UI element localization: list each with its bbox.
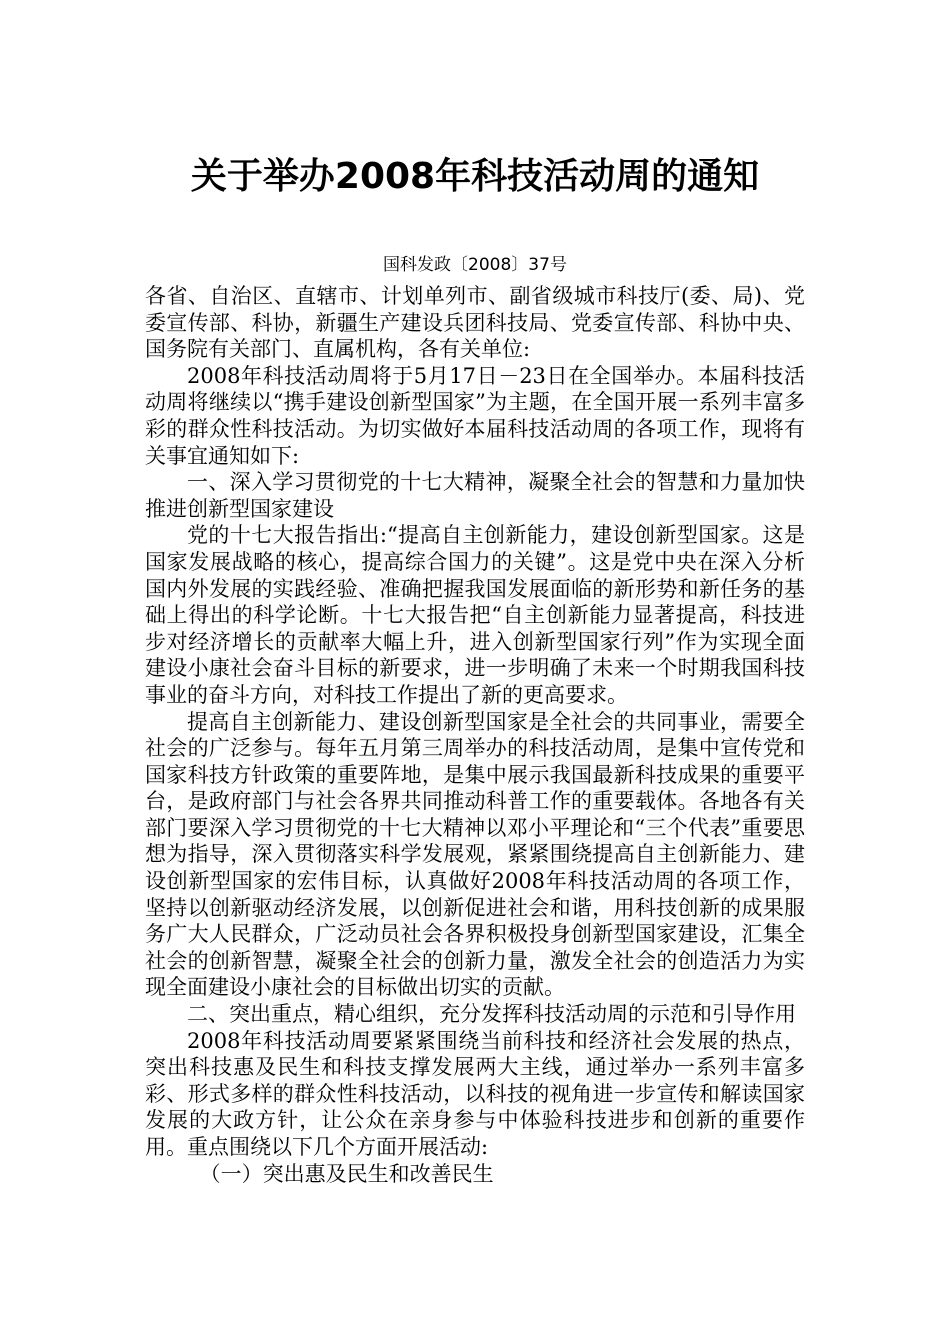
subsection-heading: （一）突出惠及民生和改善民生 bbox=[199, 1161, 494, 1186]
salutation-paragraph: 各省、自治区、直辖市、计划单列市、副省级城市科技厅(委、局)、党委宣传部、科协，新疆生产建设兵团科技局、党委宣传部、科协中央、国务院有关部门、直属机构，各有关单位: bbox=[145, 284, 805, 362]
body-paragraph: 党的十七大报告指出:“提高自主创新能力，建设创新型国家。这是国家发展战略的核心，提高综合国力的关键”。这是党中央在深入分析国内外发展的实践经验、准确把握我国发展面临的新形势和新任务的基础上得出的科学论断。十七大报告把“自主创新能力显著提高，科技进步对经济增长的贡献率大幅上升，进入创新型国家行列”作为实现全面建设小康社会奋斗目标的新要求，进一步明确了未来一个时期我国科技事业的奋斗方向，对科技工作提出了新的更高要求。 bbox=[145, 523, 805, 707]
section-heading-2: 二、突出重点，精心组织，充分发挥科技活动周的示范和引导作用 bbox=[187, 1002, 796, 1027]
body-paragraph: 2008年科技活动周要紧紧围绕当前科技和经济社会发展的热点，突出科技惠及民生和科技支撑发展两大主线，通过举办一系列丰富多彩、形式多样的群众性科技活动，以科技的视角进一步宣传和解读国家发展的大政方针，让公众在亲身参与中体验科技进步和创新的重要作用。重点围绕以下几个方面开展活动: bbox=[145, 1028, 805, 1159]
section-heading-1: 一、深入学习贯彻党的十七大精神，凝聚全社会的智慧和力量加快推进创新型国家建设 bbox=[145, 470, 805, 521]
document-title: 关于举办2008年科技活动周的通知 bbox=[190, 156, 760, 197]
document-number: 国科发政〔2008〕37号 bbox=[383, 255, 567, 275]
intro-paragraph: 2008年科技活动周将于5月17日－23日在全国举办。本届科技活动周将继续以“携手建设创新型国家”为主题，在全国开展一系列丰富多彩的群众性科技活动。为切实做好本届科技活动周的各项工作，现将有关事宜通知如下: bbox=[145, 363, 805, 468]
body-paragraph: 提高自主创新能力、建设创新型国家是全社会的共同事业，需要全社会的广泛参与。每年五月第三周举办的科技活动周，是集中宣传党和国家科技方针政策的重要阵地，是集中展示我国最新科技成果的重要平台，是政府部门与社会各界共同推动科普工作的重要载体。各地各有关部门要深入学习贯彻党的十七大精神以邓小平理论和“三个代表”重要思想为指导，深入贯彻落实科学发展观，紧紧围绕提高自主创新能力、建设创新型国家的宏伟目标，认真做好2008年科技活动周的各项工作，坚持以创新驱动经济发展，以创新促进社会和谐，用科技创新的成果服务广大人民群众，广泛动员社会各界积极投身创新型国家建设，汇集全社会的创新智慧，凝聚全社会的创新力量，激发全社会的创造活力为实现全面建设小康社会的目标做出切实的贡献。 bbox=[145, 709, 805, 1000]
document-body bbox=[145, 283, 805, 1187]
